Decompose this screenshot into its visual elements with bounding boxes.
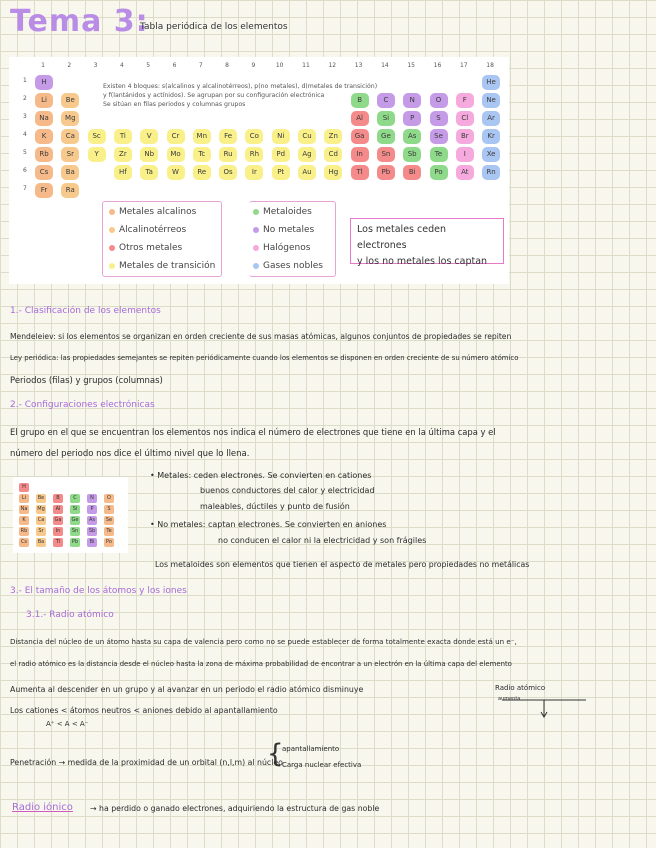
element-cell-as: As <box>403 129 421 144</box>
element-cell-ge: Ge <box>377 129 395 144</box>
legend-label: No metales <box>263 225 315 235</box>
mini-cell: Na <box>20 506 28 512</box>
element-cell-pt: Pt <box>272 165 290 180</box>
group-number: 16 <box>433 62 442 69</box>
mini-cell: Ga <box>54 517 62 523</box>
group-number: 1 <box>41 62 45 69</box>
ionic-radius-text: → ha perdido o ganado electrones, adquiriendo la estructura de gas noble <box>90 804 380 813</box>
mini-cell: Be <box>37 495 45 501</box>
element-cell-po: Po <box>430 165 448 180</box>
element-cell-v: V <box>140 129 158 144</box>
group-number: 15 <box>407 62 415 69</box>
period-number: 7 <box>23 185 27 192</box>
mini-cell: Te <box>104 527 114 536</box>
metals-info-box <box>350 218 504 267</box>
metalloids-line: Los metaloides son elementos que tienen el aspecto de metales pero propiedades no metálicas <box>155 560 530 569</box>
element-cell-cs: Cs <box>35 165 53 180</box>
element-cell-br: Br <box>456 129 474 144</box>
element-cell-sr: Sr <box>61 147 79 162</box>
mini-cell: Sn <box>71 528 79 534</box>
mini-cell: Tl <box>53 538 63 547</box>
legend-label: Metaloides <box>263 207 312 217</box>
mini-cell: Ca <box>37 517 45 523</box>
element-cell-b: B <box>351 93 369 108</box>
radius-diagram-sub: aumenta <box>498 696 521 702</box>
element-cell-ni: Ni <box>272 129 290 144</box>
element-cell-ta: Ta <box>140 165 158 180</box>
group-number: 12 <box>328 62 337 69</box>
legend-alkali <box>109 207 196 217</box>
element-cell-ru: Ru <box>219 147 237 162</box>
element-cell-te: Te <box>430 147 448 162</box>
element-cell-at: At <box>456 165 474 180</box>
element-cell-li: Li <box>35 93 53 108</box>
element-cell-be: Be <box>61 93 79 108</box>
section-2-heading: 2.- Configuraciones electrónicas <box>10 400 155 410</box>
group-number: 10 <box>275 62 284 69</box>
element-cell-cl: Cl <box>456 111 474 126</box>
dot-icon <box>109 263 115 269</box>
section-3-1-heading: 3.1.- Radio atómico <box>26 610 114 620</box>
penetration-factor: apantallamiento <box>282 745 340 753</box>
mini-periodic-table <box>13 477 128 553</box>
section-1-heading: 1.- Clasificación de los elementos <box>10 306 161 316</box>
element-cell-ti: Ti <box>114 129 132 144</box>
mini-cell: S <box>104 505 114 514</box>
element-cell-fr: Fr <box>35 183 53 198</box>
element-cell-rh: Rh <box>245 147 263 162</box>
periodic-table <box>9 57 509 284</box>
element-cell-sb: Sb <box>403 147 421 162</box>
legend-label: Alcalinotérreos <box>119 225 187 235</box>
ionic-radius-heading: Radio iónico <box>12 802 73 813</box>
element-cell-rn: Rn <box>482 165 500 180</box>
element-cell-na: Na <box>35 111 53 126</box>
dot-icon <box>109 227 115 233</box>
element-cell-pd: Pd <box>272 147 290 162</box>
element-cell-ra: Ra <box>61 183 79 198</box>
mini-cell: Si <box>70 505 80 514</box>
element-cell-ir: Ir <box>245 165 263 180</box>
element-cell-rb: Rb <box>35 147 53 162</box>
element-cell-tc: Tc <box>193 147 211 162</box>
element-cell-au: Au <box>298 165 316 180</box>
section-3-line: Aumenta al descender en un grupo y al avanzar en un periodo el radio atómico disminuye <box>10 685 364 694</box>
group-number: 4 <box>119 62 124 69</box>
radius-arrow-diagram <box>500 694 590 720</box>
element-cell-zr: Zr <box>114 147 132 162</box>
element-cell-cr: Cr <box>167 129 185 144</box>
legend-label: Gases nobles <box>263 261 323 271</box>
legend-other <box>109 243 182 253</box>
element-cell-hf: Hf <box>114 165 132 180</box>
legend-label: Otros metales <box>119 243 183 253</box>
group-number: 9 <box>251 62 256 69</box>
section-1-line: Mendeleiev: si los elementos se organizan en orden creciente de sus masas atómicas, algunos conjuntos de propiedades se repiten <box>10 332 512 341</box>
group-number: 18 <box>486 62 494 69</box>
element-cell-ag: Ag <box>298 147 316 162</box>
element-cell-se: Se <box>430 129 448 144</box>
brace-icon: { <box>267 739 284 769</box>
element-cell-ar: Ar <box>482 111 500 126</box>
element-cell-mg: Mg <box>61 111 79 126</box>
page-title: Tema 3: <box>10 4 149 39</box>
legend-box <box>102 201 323 277</box>
element-cell-y: Y <box>88 147 106 162</box>
element-cell-co: Co <box>245 129 263 144</box>
element-cell-c: C <box>377 93 395 108</box>
element-cell-pb: Pb <box>377 165 395 180</box>
element-cell-al: Al <box>351 111 369 126</box>
group-number: 11 <box>302 62 310 69</box>
element-cell-cd: Cd <box>324 147 342 162</box>
mini-cell: N <box>87 494 97 503</box>
section-3-line: Los cationes < átomos neutros < aniones debido al apantallamiento <box>10 706 278 715</box>
period-number: 1 <box>23 77 27 84</box>
penetration-factor: Carga nuclear efectiva <box>282 761 362 769</box>
section-3-heading: 3.- El tamaño de los átomos y los iones <box>10 586 187 596</box>
element-cell-ga: Ga <box>351 129 369 144</box>
mini-cell: Ge <box>71 517 79 523</box>
element-cell-kr: Kr <box>482 129 500 144</box>
group-number: 2 <box>67 62 72 69</box>
period-number: 6 <box>23 167 27 174</box>
mini-cell: Sb <box>88 528 96 534</box>
page-subtitle: Tabla periódica de los elementos <box>140 22 288 32</box>
period-number: 2 <box>23 95 27 102</box>
legend-transition <box>109 261 215 271</box>
mini-cell: Li <box>19 494 29 503</box>
period-number: 5 <box>23 149 27 156</box>
group-number: 6 <box>172 62 177 69</box>
legend-label: Halógenos <box>263 243 311 253</box>
note-line: y f(lantánidos y actínidos). Se agrupan por su configuración electrónica <box>103 92 325 99</box>
section-1-line: Periodos (filas) y grupos (columnas) <box>10 376 163 386</box>
element-cell-cu: Cu <box>298 129 316 144</box>
element-cell-ba: Ba <box>61 165 79 180</box>
ion-order: A⁺ < A < A⁻ <box>46 720 89 728</box>
mini-cell: Ba <box>37 539 45 545</box>
element-cell-nb: Nb <box>140 147 158 162</box>
note-line: Existen 4 bloques: s(alcalinos y alcalinotérreos), p(no metales), d(metales de transición) <box>103 83 378 90</box>
mini-cell: Sr <box>36 527 46 536</box>
element-cell-p: P <box>403 111 421 126</box>
element-cell-si: Si <box>377 111 395 126</box>
section-2-line: El grupo en el que se encuentran los elementos nos indica el número de electrones que tiene en la última capa y el <box>10 427 496 437</box>
element-cell-h: H <box>35 75 53 90</box>
group-number: 14 <box>381 62 389 69</box>
element-cell-os: Os <box>219 165 237 180</box>
element-cell-ne: Ne <box>482 93 500 108</box>
metals-line: • Metales: ceden electrones. Se convierten en cationes <box>150 471 372 480</box>
mini-cell: Mg <box>37 506 45 512</box>
element-cell-f: F <box>456 93 474 108</box>
mini-cell: K <box>19 516 29 525</box>
mini-cell: Bi <box>87 538 97 547</box>
mini-cell: O <box>104 494 114 503</box>
element-cell-bi: Bi <box>403 165 421 180</box>
element-cell-k: K <box>35 129 53 144</box>
element-cell-hg: Hg <box>324 165 342 180</box>
section-1-line: Ley periódica: las propiedades semejantes se repiten periódicamente cuando los elementos se disponen en orden creciente de su número atómico <box>10 354 519 362</box>
mini-cell: B <box>53 494 63 503</box>
period-number: 4 <box>23 131 27 138</box>
mini-cell: P <box>87 505 97 514</box>
dot-icon <box>109 245 115 251</box>
legend-label: Metales alcalinos <box>119 207 197 217</box>
table-note <box>103 82 377 109</box>
element-cell-w: W <box>167 165 185 180</box>
legend-alkaline <box>109 225 186 235</box>
legend-box-right <box>249 201 336 277</box>
mini-cell: H <box>19 483 29 492</box>
element-cell-i: I <box>456 147 474 162</box>
element-cell-o: O <box>430 93 448 108</box>
note-line: Se sitúan en filas periodos y columnas grupos <box>103 101 246 108</box>
element-cell-mn: Mn <box>193 129 211 144</box>
dot-icon <box>109 209 115 215</box>
info-line: y los no metales los captan <box>357 256 488 267</box>
element-cell-sc: Sc <box>88 129 106 144</box>
element-cell-xe: Xe <box>482 147 500 162</box>
element-cell-zn: Zn <box>324 129 342 144</box>
metals-line: maleables, dúctiles y punto de fusión <box>200 502 350 511</box>
mini-cell: As <box>88 517 96 523</box>
nonmetals-line: no conducen el calor ni la electricidad y son frágiles <box>218 536 427 545</box>
group-number: 8 <box>225 62 229 69</box>
element-cell-sn: Sn <box>377 147 395 162</box>
element-cell-fe: Fe <box>219 129 237 144</box>
element-cell-re: Re <box>193 165 211 180</box>
mini-cell: Se <box>105 517 113 523</box>
radius-diagram-label: Radio atómico <box>495 684 546 692</box>
mini-cell: In <box>53 527 63 536</box>
element-cell-n: N <box>403 93 421 108</box>
section-3-line: el radio atómico es la distancia desde el núcleo hasta la zona de máxima probabilidad de encontrar a un electrón en la última capa del elemento <box>10 660 512 668</box>
group-number: 13 <box>354 62 363 69</box>
element-cell-in: In <box>351 147 369 162</box>
mini-cell: C <box>70 494 80 503</box>
element-cell-mo: Mo <box>167 147 185 162</box>
mini-cell: Rb <box>20 528 28 534</box>
nonmetals-line: • No metales: captan electrones. Se convierten en aniones <box>150 520 387 529</box>
element-cell-ca: Ca <box>61 129 79 144</box>
element-cell-he: He <box>482 75 500 90</box>
element-cell-tl: Tl <box>351 165 369 180</box>
period-number: 3 <box>23 113 27 120</box>
mini-cell: Al <box>53 505 63 514</box>
element-cell-s: S <box>430 111 448 126</box>
metals-line: buenos conductores del calor y electricidad <box>200 486 375 495</box>
penetration-line: Penetración → medida de la proximidad de un orbital (n,l,m) al núcleo <box>10 758 283 767</box>
group-number: 3 <box>93 62 98 69</box>
group-number: 7 <box>198 62 203 69</box>
section-3-line: Distancia del núcleo de un átomo hasta su capa de valencia pero como no se puede establecer de forma totalmente exacta donde está un e⁻, <box>10 637 517 646</box>
group-number: 17 <box>459 62 468 69</box>
info-line: Los metales ceden electrones <box>357 224 446 251</box>
mini-cell: Pb <box>71 539 79 545</box>
mini-cell: Po <box>104 538 114 547</box>
mini-cell: Cs <box>20 539 28 545</box>
legend-label: Metales de transición <box>119 261 216 271</box>
group-number: 5 <box>146 62 151 69</box>
section-2-line: número del periodo nos dice el último nivel que lo llena. <box>10 449 250 459</box>
